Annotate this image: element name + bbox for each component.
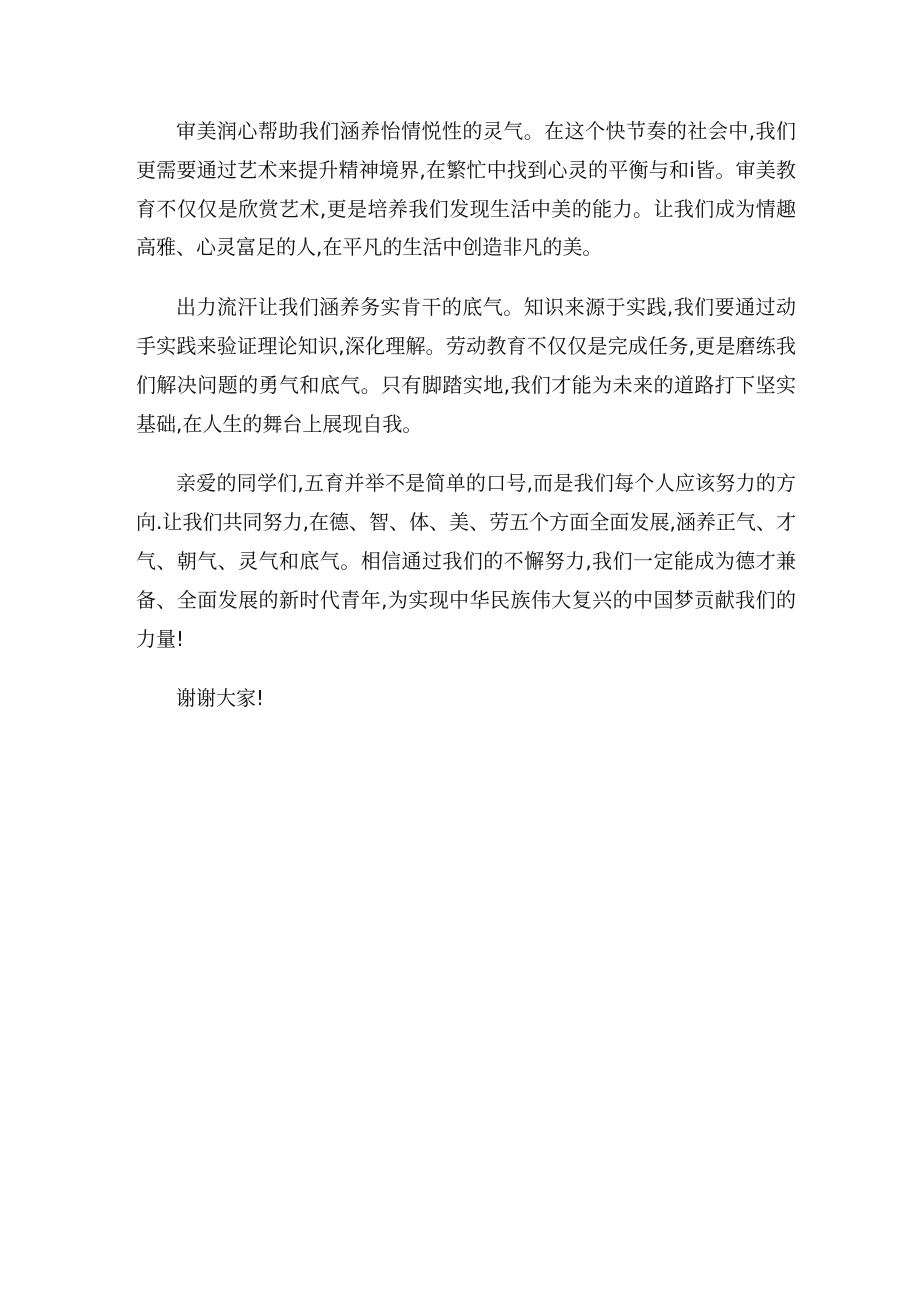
paragraph-call-to-action: 亲爱的同学们,五育并举不是简单的口号,而是我们每个人应该努力的方向.让我们共同努力,在德、智、体、美、劳五个方面全面发展,涵养正气、才气、朝气、灵气和底气。相信通过我们的不懈努力,我们一定能成为德才兼备、全面发展的新时代青年,为实现中华民族伟大复兴的中国梦贡献我们的力量! xyxy=(136,471,796,651)
paragraph-aesthetic-education: 审美润心帮助我们涵养怡情悦性的灵气。在这个快节奏的社会中,我们更需要通过艺术来提升精神境界,在繁忙中找到心灵的平衡与和i皆。审美教育不仅仅是欣赏艺术,更是培养我们发现生活中美的能力。让我们成为情趣高雅、心灵富足的人,在平凡的生活中创造非凡的美。 xyxy=(136,119,796,260)
closing-remark: 谢谢大家! xyxy=(176,686,265,711)
paragraph-labor-education: 出力流汗让我们涵养务实肯干的底气。知识来源于实践,我们要通过动手实践来验证理论知识,深化理解。劳动教育不仅仅是完成任务,更是磨练我们解决问题的勇气和底气。只有脚踏实地,我们才能为未来的道路打下坚实基础,在人生的舞台上展现自我。 xyxy=(136,295,796,436)
document-body xyxy=(136,112,796,718)
